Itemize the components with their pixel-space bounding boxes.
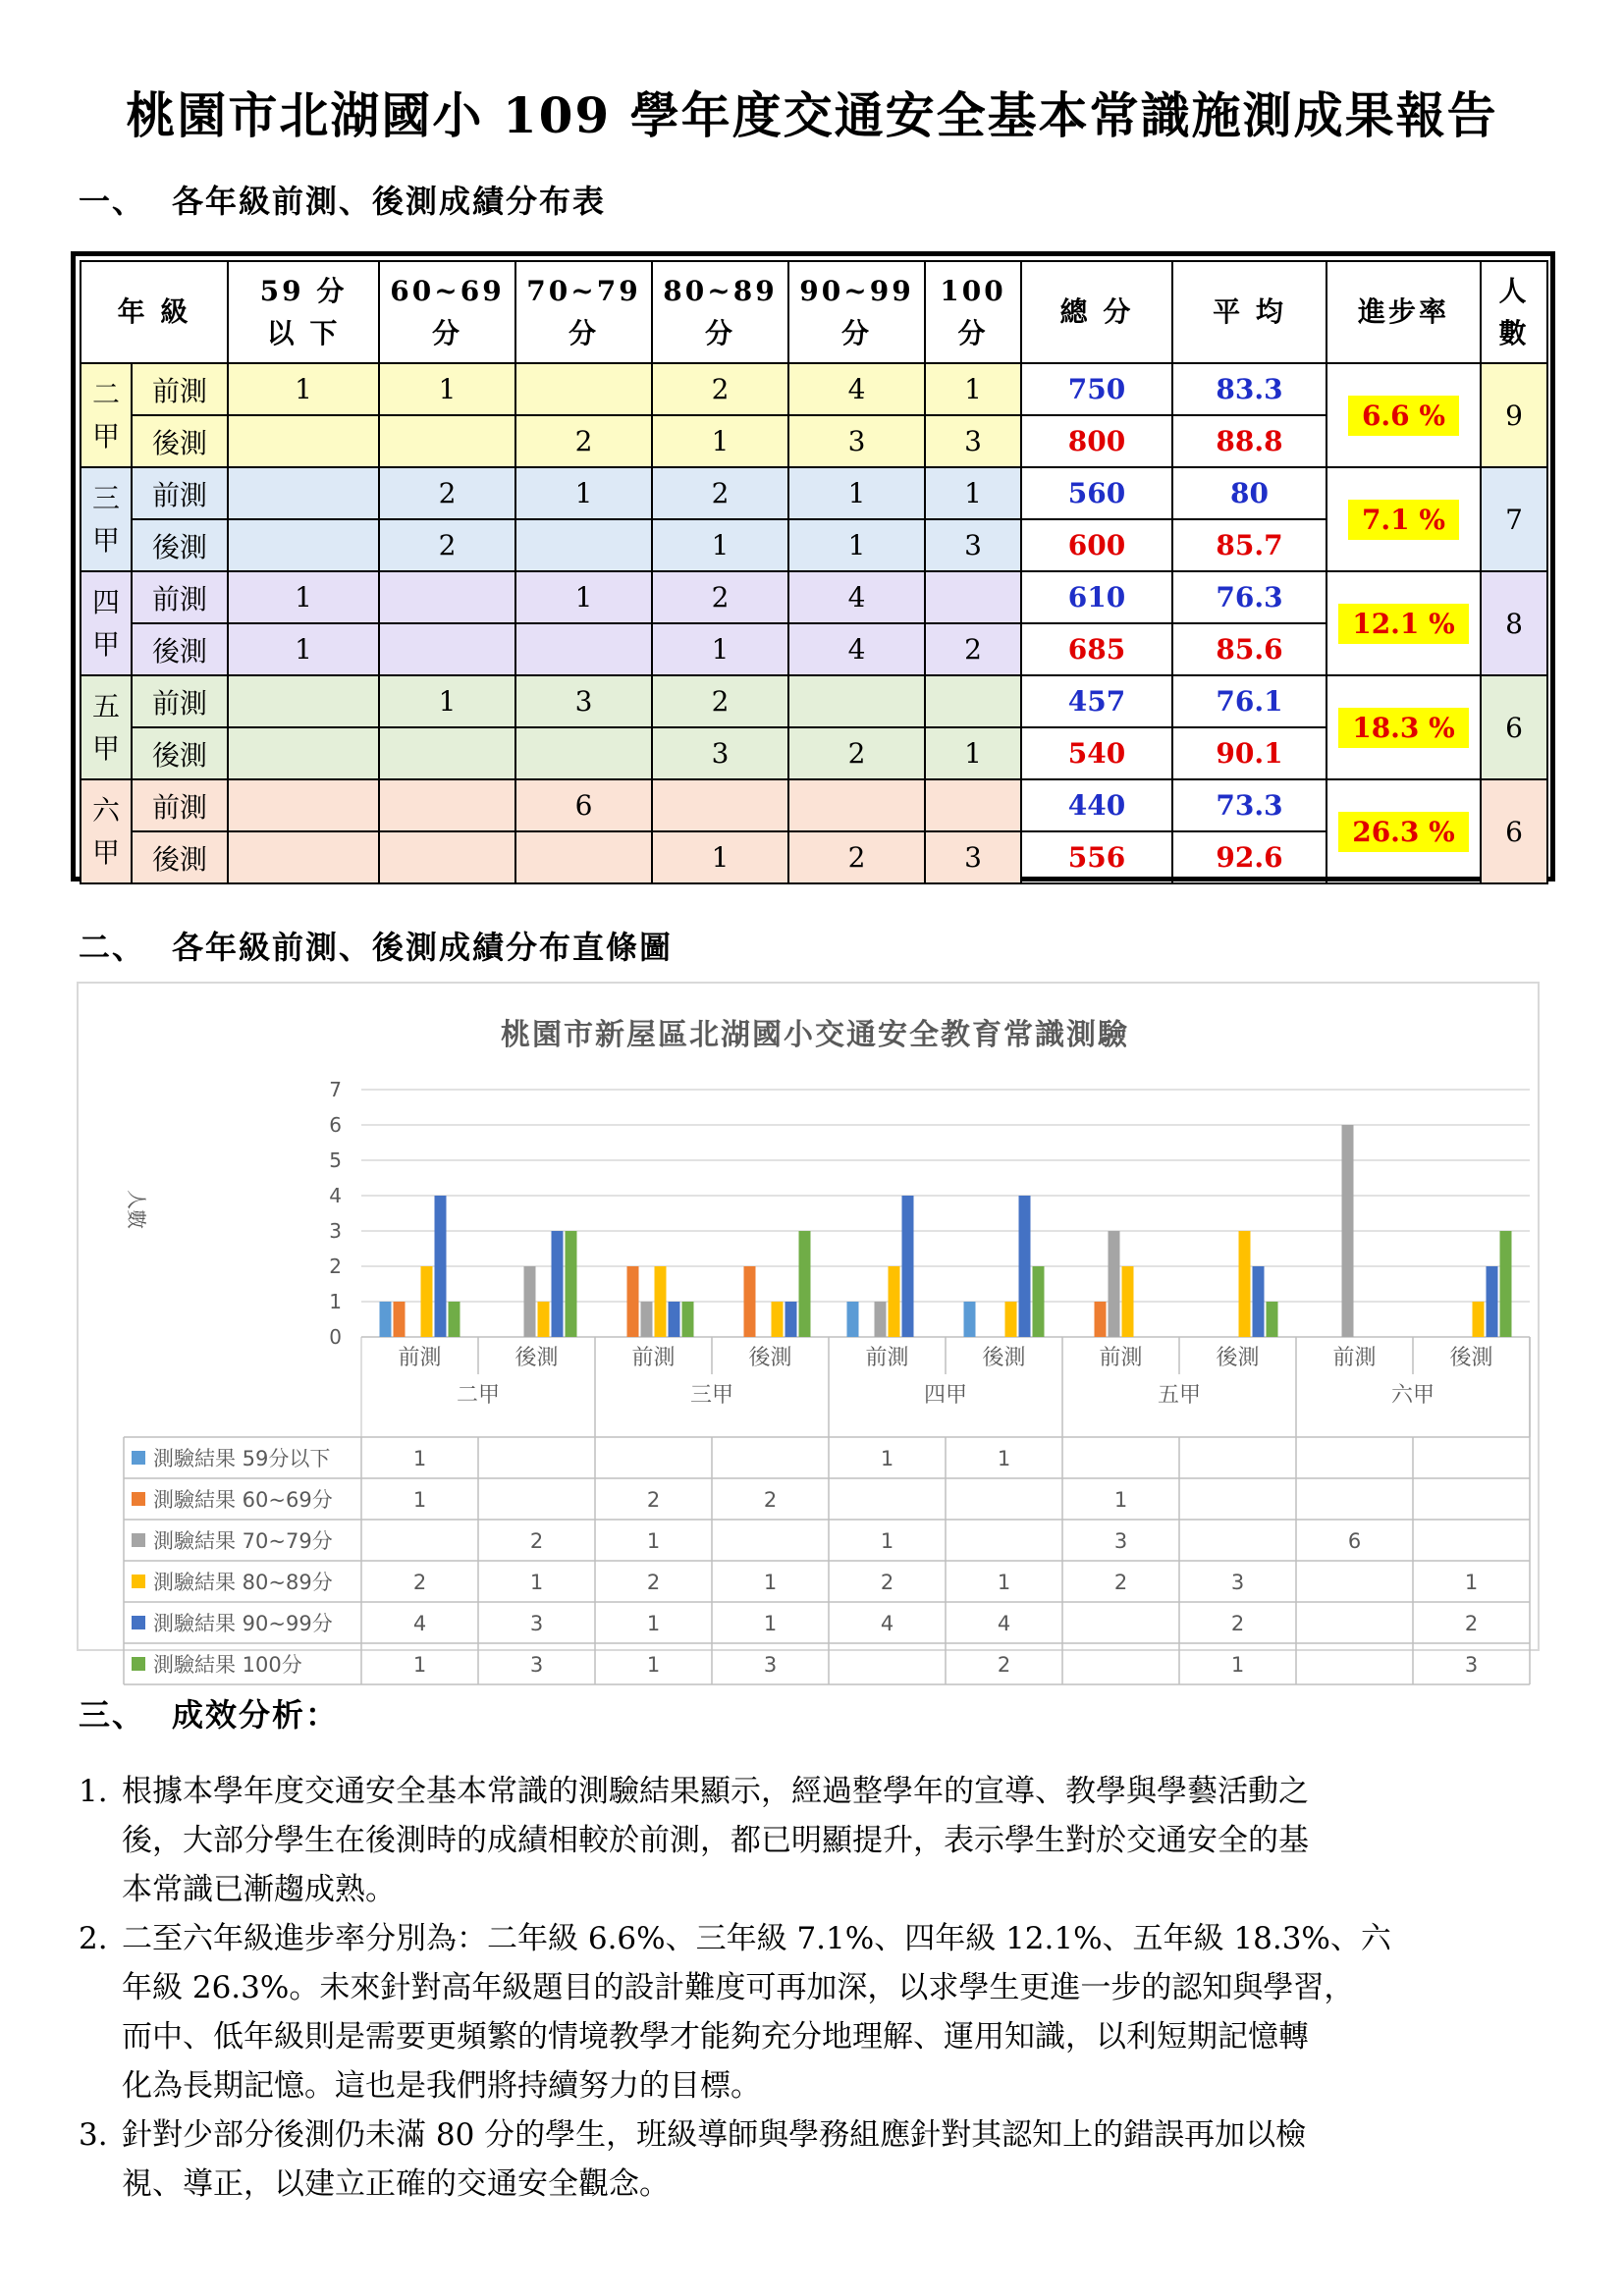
analysis-item [79, 2110, 1532, 2209]
chart-bar [566, 1231, 577, 1337]
bin-count-cell [379, 571, 515, 623]
bin-count-cell: 1 [925, 363, 1021, 415]
y-tick-label: 6 [329, 1113, 342, 1137]
chart-bar [1500, 1231, 1512, 1337]
analysis-line: 本常識已漸趨成熟。 [122, 1872, 396, 1907]
bin-count-cell: 1 [652, 519, 788, 571]
data-table-value: 4 [997, 1612, 1011, 1635]
student-count-cell: 6 [1481, 675, 1547, 779]
total-score-cell: 750 [1021, 363, 1172, 415]
grade-cell: 六 甲 [81, 779, 132, 883]
chart-bar [449, 1302, 460, 1337]
bin-count-cell: 2 [788, 831, 925, 883]
bin-count-cell [652, 779, 788, 831]
grade-cell: 三 甲 [81, 467, 132, 571]
bin-count-cell [515, 623, 652, 675]
data-table-value: 1 [880, 1447, 894, 1470]
x-tick-label: 後測 [1216, 1346, 1260, 1370]
total-score-cell: 560 [1021, 467, 1172, 519]
table-row [81, 467, 1547, 519]
progress-rate-badge: 6.6 % [1348, 396, 1459, 436]
chart-bar [964, 1302, 976, 1337]
data-table-value: 2 [1464, 1612, 1479, 1635]
bin-count-cell: 1 [788, 467, 925, 519]
section-3-number: 三、 [79, 1696, 146, 1734]
bin-count-cell: 4 [788, 623, 925, 675]
bin-count-cell [925, 779, 1021, 831]
header-count: 人 數 [1481, 261, 1547, 363]
analysis-item-number: 1. [79, 1774, 108, 1809]
test-label: 前測 [132, 571, 228, 623]
data-table-value: 6 [1347, 1529, 1362, 1553]
bin-count-cell: 1 [652, 415, 788, 467]
x-tick-label: 前測 [865, 1346, 909, 1370]
average-score-cell: 76.1 [1172, 675, 1326, 727]
bin-count-cell: 3 [788, 415, 925, 467]
bin-count-cell: 3 [652, 727, 788, 779]
average-score-cell: 92.6 [1172, 831, 1326, 883]
data-table-value: 4 [412, 1612, 427, 1635]
y-tick-label: 0 [329, 1325, 342, 1349]
data-table-value: 2 [880, 1571, 894, 1594]
total-score-cell: 800 [1021, 415, 1172, 467]
bin-count-cell: 3 [925, 831, 1021, 883]
bin-count-cell: 2 [788, 727, 925, 779]
chart-bar [435, 1196, 447, 1337]
section-2-label: 各年級前測、後測成績分布直條圖 [172, 929, 674, 966]
bin-count-cell [228, 727, 379, 779]
header-bin-60-69: 60~69 分 [379, 261, 515, 363]
bin-count-cell [379, 831, 515, 883]
legend-label: 測驗結果 70~79分 [153, 1529, 333, 1553]
chart-bar [655, 1266, 667, 1337]
x-tick-label: 前測 [1099, 1346, 1143, 1370]
grade-cell: 二 甲 [81, 363, 132, 467]
header-total: 總 分 [1021, 261, 1172, 363]
y-tick-label: 5 [329, 1148, 342, 1172]
table-row [81, 675, 1547, 727]
x-group-label: 四甲 [923, 1383, 968, 1408]
data-table-value: 1 [1464, 1571, 1479, 1594]
chart-bar [1095, 1302, 1107, 1337]
total-score-cell: 440 [1021, 779, 1172, 831]
legend-key [132, 1451, 145, 1465]
data-table-value: 3 [529, 1612, 544, 1635]
bin-count-cell [379, 415, 515, 467]
chart-bar [902, 1196, 914, 1337]
bin-count-cell: 3 [515, 675, 652, 727]
chart-bar [799, 1231, 811, 1337]
analysis-line: 二至六年級進步率分別為：二年級 6.6%、三年級 7.1%、四年級 12.1%、五年級 18.3%、六 [122, 1921, 1391, 1956]
chart-bar [772, 1302, 784, 1337]
progress-rate-badge: 7.1 % [1348, 500, 1459, 540]
bin-count-cell: 1 [652, 831, 788, 883]
chart-bar [421, 1266, 433, 1337]
data-table-value: 1 [763, 1612, 778, 1635]
chart-bar [744, 1266, 756, 1337]
analysis-item-number: 3. [79, 2117, 108, 2153]
average-score-cell: 88.8 [1172, 415, 1326, 467]
y-tick-label: 4 [329, 1184, 342, 1207]
data-table-value: 2 [529, 1529, 544, 1553]
header-average: 平 均 [1172, 261, 1326, 363]
bin-count-cell: 1 [652, 623, 788, 675]
total-score-cell: 457 [1021, 675, 1172, 727]
legend-key [132, 1533, 145, 1547]
chart-bar [847, 1302, 859, 1337]
legend-label: 測驗結果 80~89分 [153, 1571, 333, 1594]
section-2-number: 二、 [79, 929, 146, 966]
test-label: 前測 [132, 363, 228, 415]
score-table-frame [71, 251, 1555, 881]
data-table-value: 1 [529, 1571, 544, 1594]
bin-count-cell [515, 363, 652, 415]
table-header-row [81, 261, 1547, 363]
data-table-value: 1 [412, 1653, 427, 1677]
score-distribution-table [80, 260, 1548, 884]
analysis-line: 後，大部分學生在後測時的成績相較於前測，都已明顯提升，表示學生對於交通安全的基 [122, 1823, 1309, 1858]
bin-count-cell: 2 [652, 467, 788, 519]
bin-count-cell: 1 [228, 623, 379, 675]
data-table-value: 3 [1464, 1653, 1479, 1677]
x-group-label: 二甲 [456, 1383, 501, 1408]
test-label: 後測 [132, 623, 228, 675]
data-table-value: 1 [880, 1529, 894, 1553]
bin-count-cell: 3 [925, 415, 1021, 467]
bin-count-cell: 2 [652, 675, 788, 727]
progress-rate-badge: 18.3 % [1338, 708, 1469, 748]
table-row [81, 363, 1547, 415]
y-tick-label: 1 [329, 1290, 342, 1313]
x-tick-label: 前測 [398, 1346, 442, 1370]
header-grade: 年 級 [81, 261, 228, 363]
bin-count-cell [515, 727, 652, 779]
chart-bar [1253, 1266, 1265, 1337]
test-label: 後測 [132, 415, 228, 467]
y-tick-label: 7 [329, 1078, 342, 1101]
legend-label: 測驗結果 59分以下 [153, 1447, 331, 1470]
chart-bar [1019, 1196, 1031, 1337]
x-tick-label: 後測 [982, 1346, 1026, 1370]
header-bin-80-89: 80~89 分 [652, 261, 788, 363]
grade-cell: 四 甲 [81, 571, 132, 675]
legend-label: 測驗結果 60~69分 [153, 1488, 333, 1512]
bin-count-cell: 1 [228, 363, 379, 415]
chart-bar [875, 1302, 887, 1337]
chart-title: 桃園市新屋區北湖國小交通安全教育常識測驗 [501, 1018, 1129, 1052]
progress-rate-cell [1326, 675, 1481, 779]
section-1-number: 一、 [79, 183, 146, 220]
header-bin-59: 59 分 以 下 [228, 261, 379, 363]
bin-count-cell: 2 [925, 623, 1021, 675]
bin-count-cell: 1 [515, 467, 652, 519]
chart-bar [1122, 1266, 1134, 1337]
average-score-cell: 76.3 [1172, 571, 1326, 623]
total-score-cell: 610 [1021, 571, 1172, 623]
test-label: 前測 [132, 467, 228, 519]
data-table-value: 1 [646, 1529, 661, 1553]
data-table-value: 1 [1113, 1488, 1128, 1512]
student-count-cell: 9 [1481, 363, 1547, 467]
bin-count-cell: 2 [379, 519, 515, 571]
chart-bar [669, 1302, 680, 1337]
average-score-cell: 90.1 [1172, 727, 1326, 779]
bin-count-cell [379, 779, 515, 831]
analysis-line: 年級 26.3%。未來針對高年級題目的設計難度可再加深，以求學生更進一步的認知與學習， [122, 1970, 1355, 2005]
bin-count-cell [788, 675, 925, 727]
bin-count-cell [788, 779, 925, 831]
test-label: 後測 [132, 831, 228, 883]
chart-bar [380, 1302, 392, 1337]
y-axis-label: 人數 [125, 1190, 148, 1229]
header-bin-100: 100 分 [925, 261, 1021, 363]
bin-count-cell [379, 727, 515, 779]
y-tick-label: 2 [329, 1255, 342, 1278]
chart-bar [1239, 1231, 1251, 1337]
test-label: 後測 [132, 519, 228, 571]
analysis-item [79, 1767, 1532, 1914]
data-table-value: 2 [763, 1488, 778, 1512]
progress-rate-badge: 26.3 % [1338, 812, 1469, 852]
progress-rate-cell [1326, 779, 1481, 883]
data-table-value: 2 [646, 1488, 661, 1512]
bin-count-cell [379, 623, 515, 675]
chart-bar [785, 1302, 797, 1337]
progress-rate-badge: 12.1 % [1338, 604, 1469, 644]
bin-count-cell [228, 675, 379, 727]
bin-count-cell: 1 [379, 675, 515, 727]
analysis-line: 化為長期記憶。這也是我們將持續努力的目標。 [122, 2068, 761, 2104]
bin-count-cell [515, 519, 652, 571]
data-table-value: 1 [412, 1447, 427, 1470]
student-count-cell: 7 [1481, 467, 1547, 571]
average-score-cell: 73.3 [1172, 779, 1326, 831]
average-score-cell: 80 [1172, 467, 1326, 519]
chart-bar [1487, 1266, 1498, 1337]
student-count-cell: 6 [1481, 779, 1547, 883]
test-label: 前測 [132, 779, 228, 831]
x-group-label: 三甲 [689, 1383, 734, 1408]
bin-count-cell [925, 675, 1021, 727]
bin-count-cell [228, 467, 379, 519]
analysis-line: 根據本學年度交通安全基本常識的測驗結果顯示，經過整學年的宣導、教學與學藝活動之 [122, 1774, 1309, 1809]
x-tick-label: 後測 [1449, 1346, 1493, 1370]
legend-key [132, 1657, 145, 1671]
bin-count-cell [228, 415, 379, 467]
average-score-cell: 83.3 [1172, 363, 1326, 415]
average-score-cell: 85.7 [1172, 519, 1326, 571]
x-tick-label: 前測 [1332, 1346, 1377, 1370]
x-group-label: 六甲 [1390, 1383, 1435, 1408]
x-group-label: 五甲 [1157, 1383, 1202, 1408]
bin-count-cell: 4 [788, 571, 925, 623]
bin-count-cell: 1 [788, 519, 925, 571]
bin-count-cell: 1 [228, 571, 379, 623]
legend-label: 測驗結果 100分 [153, 1653, 302, 1677]
average-score-cell: 85.6 [1172, 623, 1326, 675]
chart-bar [641, 1302, 653, 1337]
chart-bar [682, 1302, 694, 1337]
data-table-value: 3 [763, 1653, 778, 1677]
chart-bar [627, 1266, 639, 1337]
section-3-label: 成效分析： [172, 1696, 340, 1734]
data-table-value: 4 [880, 1612, 894, 1635]
data-table-value: 1 [997, 1571, 1011, 1594]
table-row [81, 779, 1547, 831]
legend-key [132, 1575, 145, 1588]
chart-bar [394, 1302, 406, 1337]
grade-cell: 五 甲 [81, 675, 132, 779]
data-table-value: 2 [1230, 1612, 1245, 1635]
chart-bar [538, 1302, 550, 1337]
student-count-cell: 8 [1481, 571, 1547, 675]
bin-count-cell [515, 831, 652, 883]
data-table-value: 1 [412, 1488, 427, 1512]
chart-bar [1005, 1302, 1017, 1337]
data-table-value: 2 [412, 1571, 427, 1594]
y-tick-label: 3 [329, 1219, 342, 1243]
chart-bar [1342, 1125, 1354, 1337]
data-table-value: 3 [1230, 1571, 1245, 1594]
data-table-value: 2 [646, 1571, 661, 1594]
bin-count-cell: 4 [788, 363, 925, 415]
data-table-value: 1 [763, 1571, 778, 1594]
x-tick-label: 前測 [631, 1346, 676, 1370]
bin-count-cell: 2 [652, 571, 788, 623]
bar-chart [79, 984, 1542, 1677]
bin-count-cell [228, 779, 379, 831]
section-3-heading [79, 1690, 339, 1735]
section-1-heading [79, 177, 606, 222]
data-table-value: 1 [997, 1447, 1011, 1470]
page-title: 桃園市北湖國小 109 學年度交通安全基本常識施測成果報告 [126, 86, 1498, 144]
progress-rate-cell [1326, 363, 1481, 467]
analysis-item-number: 2. [79, 1921, 108, 1956]
test-label: 後測 [132, 727, 228, 779]
bin-count-cell: 1 [515, 571, 652, 623]
total-score-cell: 685 [1021, 623, 1172, 675]
section-1-label: 各年級前測、後測成績分布表 [172, 183, 607, 220]
bin-count-cell: 1 [379, 363, 515, 415]
analysis-item [79, 1914, 1532, 2110]
chart-bar [1033, 1266, 1045, 1337]
x-tick-label: 後測 [748, 1346, 792, 1370]
header-progress-rate: 進步率 [1326, 261, 1481, 363]
total-score-cell: 600 [1021, 519, 1172, 571]
bin-count-cell [228, 519, 379, 571]
bin-count-cell [925, 571, 1021, 623]
header-bin-90-99: 90~99 分 [788, 261, 925, 363]
chart-bar [1473, 1302, 1485, 1337]
analysis-line: 視、導正，以建立正確的交通安全觀念。 [122, 2166, 670, 2202]
progress-rate-cell [1326, 571, 1481, 675]
bin-count-cell: 2 [652, 363, 788, 415]
bin-count-cell: 3 [925, 519, 1021, 571]
legend-key [132, 1616, 145, 1629]
data-table-value: 1 [646, 1653, 661, 1677]
data-table-value: 3 [529, 1653, 544, 1677]
legend-label: 測驗結果 90~99分 [153, 1612, 333, 1635]
section-2-heading [79, 923, 673, 968]
bin-count-cell: 2 [515, 415, 652, 467]
bin-count-cell: 6 [515, 779, 652, 831]
data-table-value: 1 [1230, 1653, 1245, 1677]
header-bin-70-79: 70~79 分 [515, 261, 652, 363]
total-score-cell: 540 [1021, 727, 1172, 779]
legend-key [132, 1492, 145, 1506]
bin-count-cell: 1 [925, 467, 1021, 519]
chart-bar [1267, 1302, 1278, 1337]
data-table-value: 3 [1113, 1529, 1128, 1553]
total-score-cell: 556 [1021, 831, 1172, 883]
bin-count-cell: 2 [379, 467, 515, 519]
chart-bar [1109, 1231, 1120, 1337]
progress-rate-cell [1326, 467, 1481, 571]
chart-bar [552, 1231, 564, 1337]
chart-bar [524, 1266, 536, 1337]
analysis-line: 針對少部分後測仍未滿 80 分的學生，班級導師與學務組應針對其認知上的錯誤再加以檢 [122, 2117, 1307, 2153]
data-table-value: 2 [997, 1653, 1011, 1677]
analysis-line: 而中、低年級則是需要更頻繁的情境教學才能夠充分地理解、運用知識，以利短期記憶轉 [122, 2019, 1309, 2055]
bin-count-cell: 1 [925, 727, 1021, 779]
chart-bar [889, 1266, 900, 1337]
x-tick-label: 後測 [514, 1346, 559, 1370]
test-label: 前測 [132, 675, 228, 727]
data-table-value: 2 [1113, 1571, 1128, 1594]
data-table-value: 1 [646, 1612, 661, 1635]
bar-chart-panel [77, 982, 1540, 1677]
table-row [81, 571, 1547, 623]
bin-count-cell [228, 831, 379, 883]
